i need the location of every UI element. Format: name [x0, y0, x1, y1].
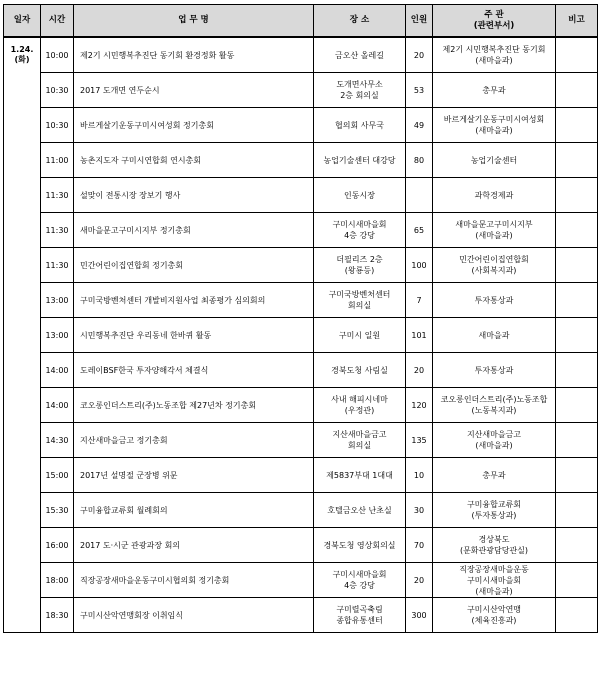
host-line: 농업기술센터 — [470, 155, 518, 165]
header-note: 비고 — [556, 5, 598, 38]
host-line: 코오롱인더스트리(주)노동조합 — [440, 395, 548, 404]
time-cell: 15:00 — [41, 458, 74, 493]
time-cell: 11:30 — [41, 248, 74, 283]
table-row — [4, 598, 598, 633]
date-value: 1.24. — [10, 45, 34, 54]
table-row — [4, 388, 598, 423]
people-cell: 101 — [406, 318, 433, 353]
time-cell: 11:30 — [41, 178, 74, 213]
header-row — [4, 5, 598, 38]
host-line: 총무과 — [482, 470, 506, 480]
table-row — [4, 108, 598, 143]
note-cell — [556, 73, 598, 108]
people-cell: 49 — [406, 108, 433, 143]
host-line: 제2기 시민행복추진단 동기회 — [442, 45, 546, 54]
table-row — [4, 528, 598, 563]
table-row — [4, 318, 598, 353]
note-cell — [556, 37, 598, 73]
table-row — [4, 248, 598, 283]
header-time: 시간 — [41, 5, 74, 38]
host-cell — [433, 248, 556, 283]
place-cell — [314, 248, 406, 283]
host-cell — [433, 108, 556, 143]
task-cell: 코오롱인더스트리(주)노동조합 제27년차 정기총회 — [74, 388, 314, 423]
place-cell — [314, 458, 406, 493]
table-row — [4, 73, 598, 108]
table-row — [4, 143, 598, 178]
note-cell — [556, 528, 598, 563]
time-cell: 14:00 — [41, 353, 74, 388]
place-line: 호텔금오산 난초실 — [327, 505, 392, 515]
task-cell: 바르게살기운동구미시여성회 정기총회 — [74, 108, 314, 143]
note-cell — [556, 143, 598, 178]
place-cell — [314, 108, 406, 143]
task-cell: 시민행복추진단 우리동네 한바퀴 활동 — [74, 318, 314, 353]
people-cell: 120 — [406, 388, 433, 423]
place-line: (우정관) — [344, 406, 375, 415]
time-cell: 18:30 — [41, 598, 74, 633]
place-line: 구미렬곡축림 — [336, 605, 383, 614]
place-line: 도개면사무소 — [336, 80, 383, 89]
people-cell: 135 — [406, 423, 433, 458]
people-cell: 30 — [406, 493, 433, 528]
host-cell — [433, 493, 556, 528]
task-cell: 설맞이 전통시장 장보기 행사 — [74, 178, 314, 213]
place-line: (왕룡등) — [344, 266, 375, 275]
host-line: (노동복지과) — [471, 406, 517, 415]
table-row — [4, 493, 598, 528]
people-cell: 7 — [406, 283, 433, 318]
note-cell — [556, 458, 598, 493]
place-cell — [314, 598, 406, 633]
date-cell — [4, 37, 41, 633]
task-cell: 2017 도·시군 관광과장 회의 — [74, 528, 314, 563]
host-line: 경상북도 — [478, 535, 510, 544]
host-line: (투자통상과) — [471, 511, 517, 520]
place-cell — [314, 528, 406, 563]
people-cell: 20 — [406, 37, 433, 73]
host-line: 직장공장새마을운동 — [459, 564, 529, 574]
place-cell — [314, 563, 406, 598]
time-cell: 18:00 — [41, 563, 74, 598]
people-cell: 53 — [406, 73, 433, 108]
header-place: 장 소 — [314, 5, 406, 38]
note-cell — [556, 283, 598, 318]
place-line: 금오산 올레길 — [335, 50, 384, 60]
note-cell — [556, 353, 598, 388]
host-line: (새마을과) — [475, 56, 513, 65]
place-cell — [314, 353, 406, 388]
time-cell: 10:30 — [41, 73, 74, 108]
note-cell — [556, 563, 598, 598]
place-cell — [314, 493, 406, 528]
host-line: 구미시산악연맹 — [466, 605, 522, 614]
host-cell — [433, 318, 556, 353]
time-cell: 10:30 — [41, 108, 74, 143]
note-cell — [556, 388, 598, 423]
place-cell — [314, 178, 406, 213]
place-line: 경북도청 영상회의실 — [323, 540, 396, 550]
people-cell: 300 — [406, 598, 433, 633]
place-cell — [314, 213, 406, 248]
people-cell: 20 — [406, 353, 433, 388]
host-cell — [433, 178, 556, 213]
time-cell: 11:00 — [41, 143, 74, 178]
host-line: 과학경제과 — [474, 190, 514, 200]
host-line: (문화관광담당관실) — [459, 546, 529, 555]
task-cell: 구미시산악연맹회장 이취임식 — [74, 598, 314, 633]
header-date: 일자 — [4, 5, 41, 38]
place-cell — [314, 423, 406, 458]
table-row — [4, 353, 598, 388]
date-weekday: (화) — [14, 55, 30, 64]
time-cell: 13:00 — [41, 283, 74, 318]
host-line: 투자통상과 — [474, 295, 514, 305]
place-line: 인동시장 — [344, 190, 375, 200]
table-row — [4, 423, 598, 458]
host-line: 투자통상과 — [474, 365, 514, 375]
note-cell — [556, 493, 598, 528]
note-cell — [556, 213, 598, 248]
time-cell: 15:30 — [41, 493, 74, 528]
host-cell — [433, 388, 556, 423]
place-line: 구미시 일원 — [338, 330, 381, 340]
host-cell — [433, 213, 556, 248]
place-line: 지산새마을금고 — [332, 430, 387, 439]
people-cell: 65 — [406, 213, 433, 248]
task-cell: 농촌지도자 구미시연합회 연시총회 — [74, 143, 314, 178]
people-cell — [406, 178, 433, 213]
note-cell — [556, 248, 598, 283]
time-cell: 13:00 — [41, 318, 74, 353]
time-cell: 14:30 — [41, 423, 74, 458]
schedule-body — [4, 37, 598, 633]
host-cell — [433, 37, 556, 73]
table-row — [4, 563, 598, 598]
host-line: 새마을문고구미시지부 — [455, 220, 533, 229]
task-cell: 지산새마을금고 정기총회 — [74, 423, 314, 458]
place-line: 구미시새마을회 — [332, 570, 387, 579]
people-cell: 70 — [406, 528, 433, 563]
table-row — [4, 458, 598, 493]
place-line: 제5837부대 1대대 — [326, 470, 393, 480]
place-line: 협의회 사무국 — [335, 120, 384, 130]
place-cell — [314, 37, 406, 73]
place-line: 구미국방벤처센터 — [328, 290, 391, 299]
place-line: 구미시새마을회 — [332, 220, 387, 229]
schedule-table-wrap — [3, 4, 598, 633]
host-line: 구미융합교류회 — [466, 500, 522, 509]
place-cell — [314, 318, 406, 353]
place-line: 회의실 — [347, 301, 372, 310]
note-cell — [556, 598, 598, 633]
host-line: 바르게살기운동구미시여성회 — [443, 115, 545, 124]
host-cell — [433, 598, 556, 633]
header-people: 인원 — [406, 5, 433, 38]
host-cell — [433, 458, 556, 493]
host-line: (새마을과) — [475, 441, 513, 450]
task-cell: 구미국방벤처센터 개발비지원사업 최종평가 심의회의 — [74, 283, 314, 318]
host-cell — [433, 353, 556, 388]
table-row — [4, 213, 598, 248]
place-line: 경북도청 사림실 — [331, 365, 388, 375]
place-line: 회의실 — [347, 441, 372, 450]
host-line: 구미시새마을회 — [466, 575, 522, 585]
time-cell: 16:00 — [41, 528, 74, 563]
place-line: 2층 회의실 — [340, 91, 379, 100]
host-cell — [433, 143, 556, 178]
host-line: (체육진흥과) — [471, 616, 517, 625]
task-cell: 민간어린이집연합회 정기총회 — [74, 248, 314, 283]
host-cell — [433, 283, 556, 318]
host-line: 새마을과 — [478, 330, 510, 340]
place-line: 사내 해피시네마 — [331, 395, 388, 404]
header-host-dept: (관련부서) — [473, 20, 515, 31]
header-host-title: 주 관 — [484, 9, 504, 20]
people-cell: 80 — [406, 143, 433, 178]
table-row — [4, 178, 598, 213]
task-cell: 2017년 설명절 군장병 위문 — [74, 458, 314, 493]
place-cell — [314, 388, 406, 423]
host-line: (새마을과) — [475, 126, 513, 135]
header-host — [433, 5, 556, 38]
people-cell: 20 — [406, 563, 433, 598]
note-cell — [556, 178, 598, 213]
schedule-table — [3, 4, 598, 633]
table-row — [4, 37, 598, 73]
people-cell: 100 — [406, 248, 433, 283]
place-line: 농업기술센터 대강당 — [323, 155, 396, 165]
host-cell — [433, 423, 556, 458]
host-line: 민간어린이집연합회 — [459, 255, 529, 264]
time-cell: 14:00 — [41, 388, 74, 423]
host-line: (새마을과) — [475, 586, 513, 596]
table-row — [4, 283, 598, 318]
note-cell — [556, 108, 598, 143]
place-cell — [314, 283, 406, 318]
place-line: 4층 강당 — [344, 231, 375, 240]
task-cell: 도레이BSF한국 투자양해각서 체결식 — [74, 353, 314, 388]
task-cell: 제2기 시민행복추진단 동기회 환경정화 활동 — [74, 37, 314, 73]
place-cell — [314, 73, 406, 108]
task-cell: 2017 도개면 연두순시 — [74, 73, 314, 108]
people-cell: 10 — [406, 458, 433, 493]
note-cell — [556, 423, 598, 458]
host-line: 총무과 — [482, 85, 506, 95]
note-cell — [556, 318, 598, 353]
host-line: (새마을과) — [475, 231, 513, 240]
time-cell: 10:00 — [41, 37, 74, 73]
place-cell — [314, 143, 406, 178]
header-task: 업 무 명 — [74, 5, 314, 38]
host-cell — [433, 528, 556, 563]
task-cell: 새마을문고구미시지부 정기총회 — [74, 213, 314, 248]
host-cell — [433, 563, 556, 598]
host-line: (사회복지과) — [471, 266, 517, 275]
task-cell: 직장공장새마을운동구미시협의회 정기총회 — [74, 563, 314, 598]
place-line: 4층 강당 — [344, 581, 375, 590]
time-cell: 11:30 — [41, 213, 74, 248]
host-line: 지산새마을금고 — [466, 430, 522, 439]
host-cell — [433, 73, 556, 108]
task-cell: 구미융합교류회 월례회의 — [74, 493, 314, 528]
place-line: 종합유통센터 — [336, 616, 383, 625]
place-line: 더필리즈 2층 — [336, 255, 383, 264]
